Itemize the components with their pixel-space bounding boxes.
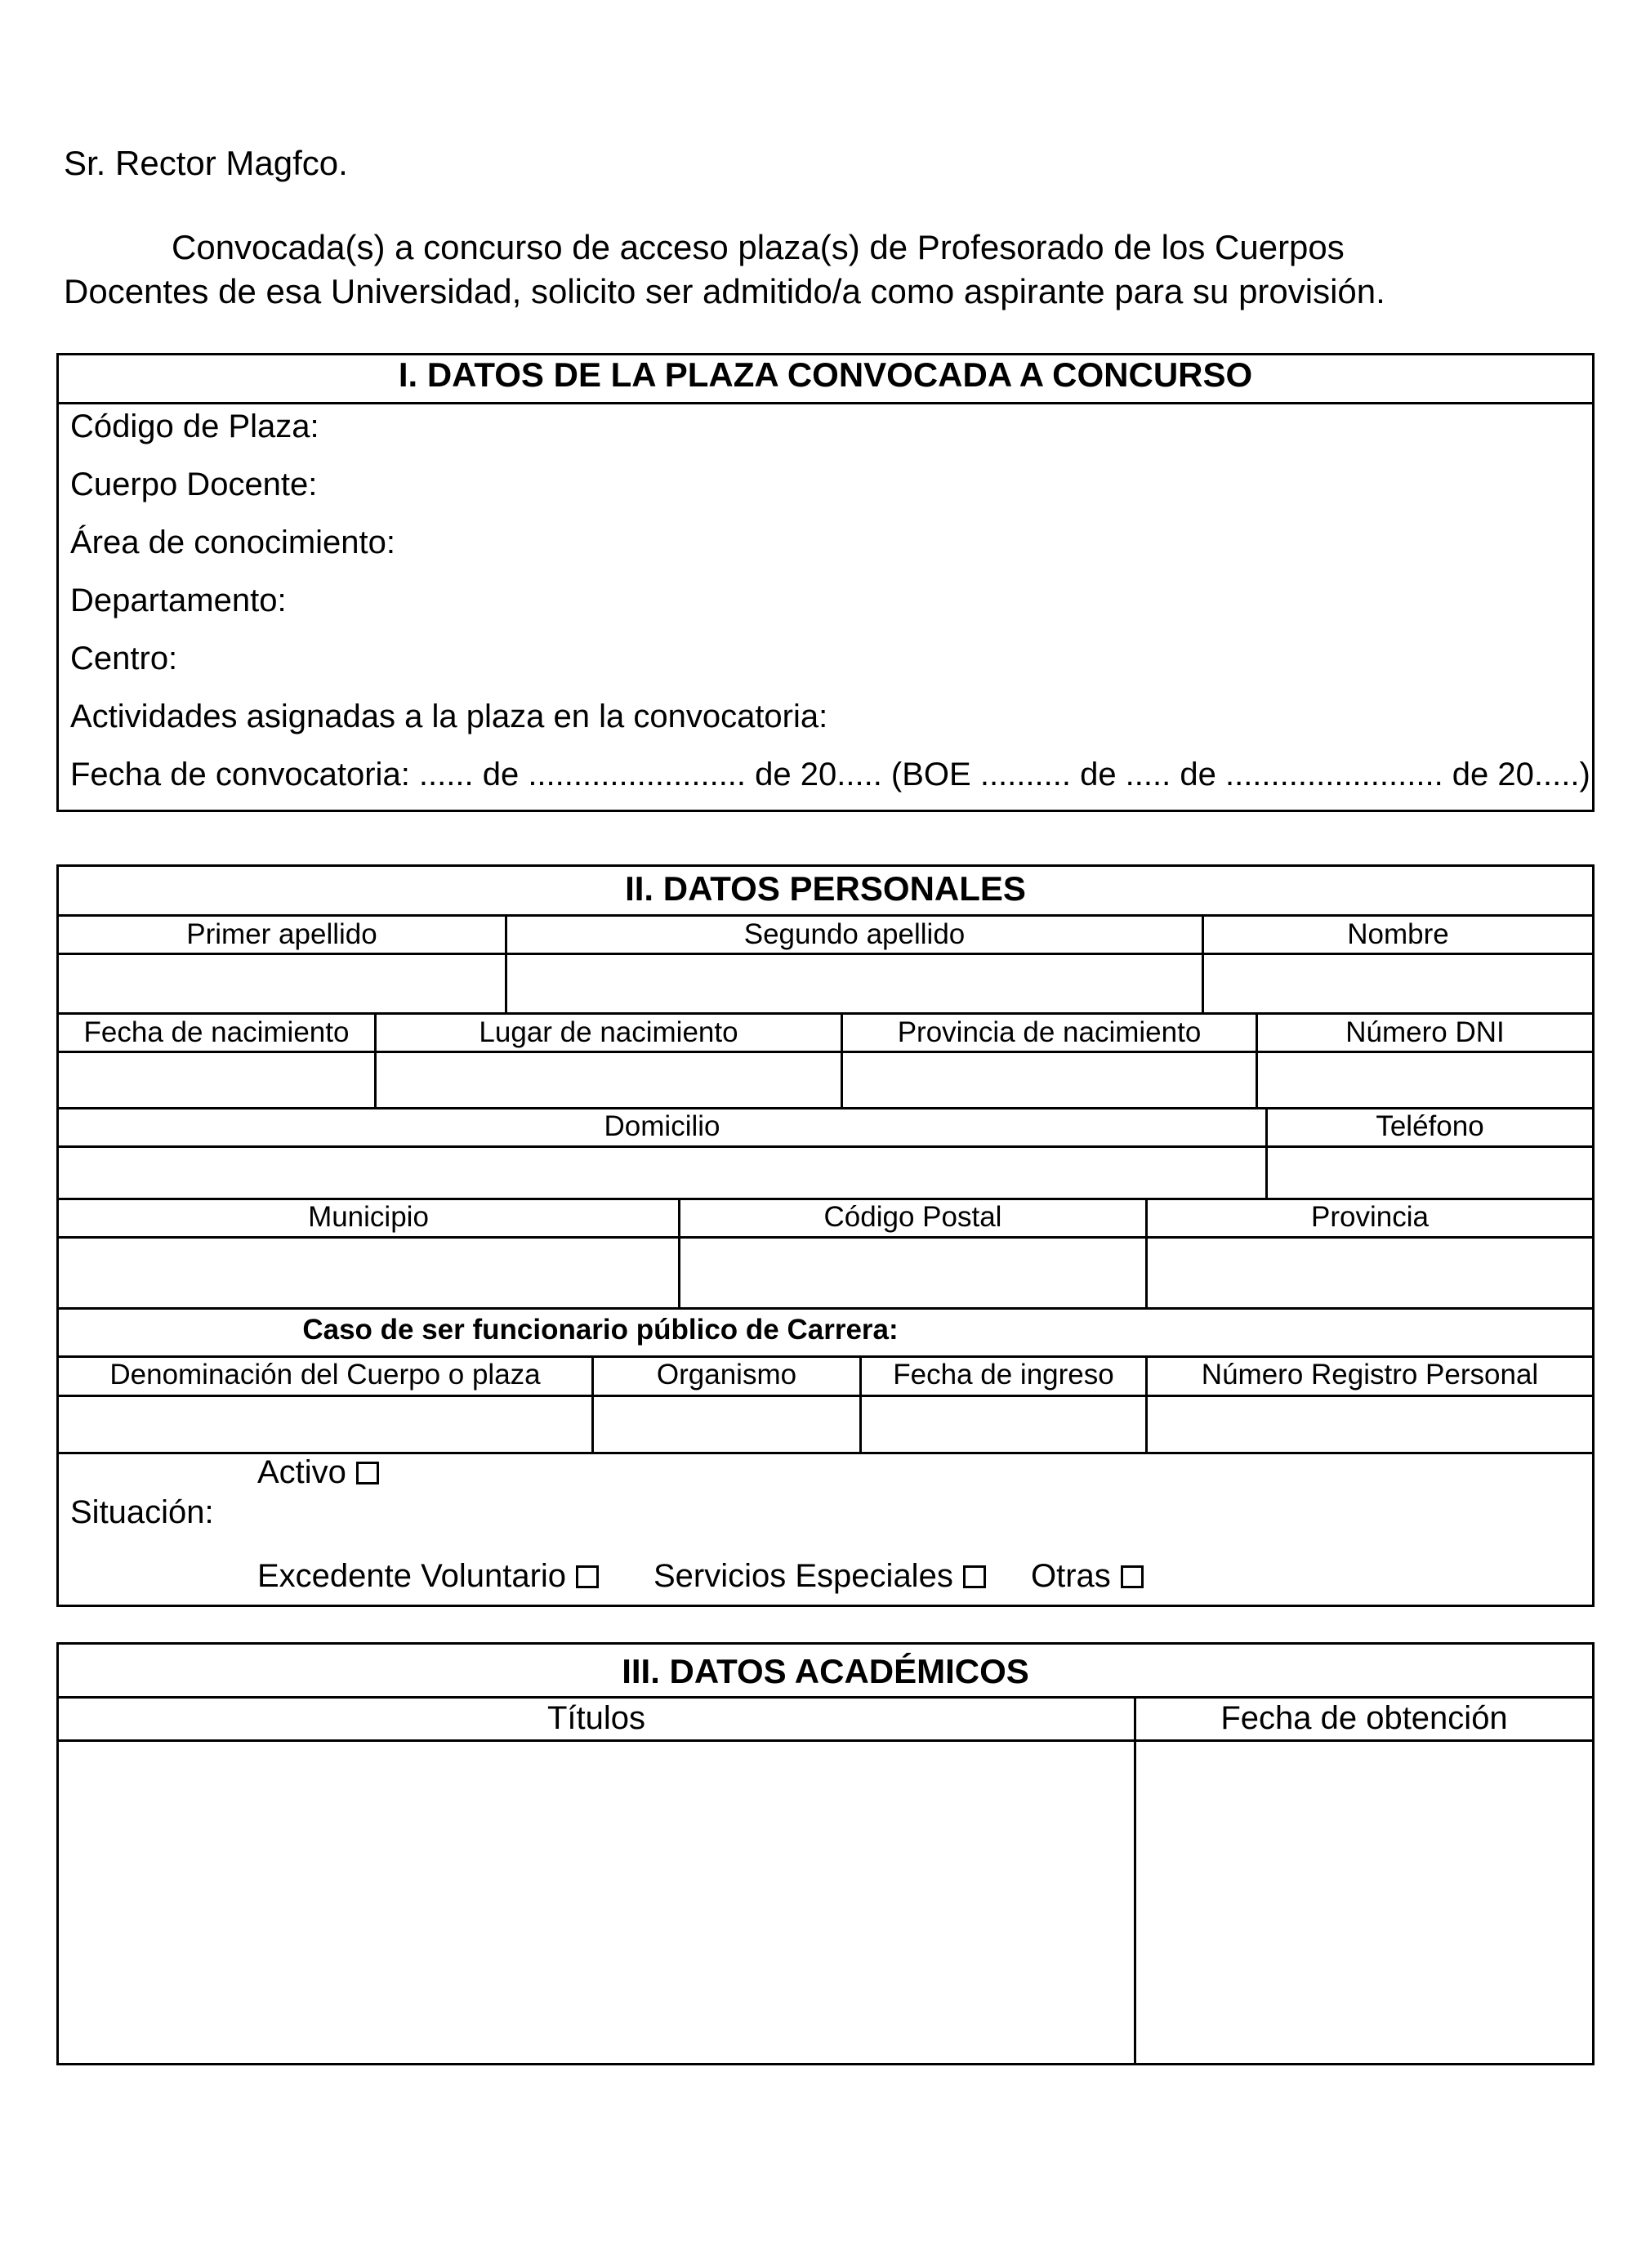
salutation: Sr. Rector Magfco. bbox=[64, 144, 348, 182]
situacion-label: Situación: bbox=[70, 1494, 214, 1530]
option-activo-label: Activo bbox=[257, 1454, 346, 1490]
input-numero-registro[interactable] bbox=[1148, 1397, 1592, 1452]
header-provincia-nacimiento: Provincia de nacimiento bbox=[897, 1016, 1202, 1048]
field-area-conocimiento[interactable]: Área de conocimiento: bbox=[70, 525, 396, 560]
section-academicos bbox=[56, 1642, 1595, 2065]
field-departamento[interactable]: Departamento: bbox=[70, 583, 287, 618]
input-fecha-obtencion[interactable] bbox=[1136, 1742, 1592, 2063]
option-otras[interactable] bbox=[1031, 1556, 1144, 1596]
intro-paragraph bbox=[64, 225, 1583, 314]
input-nombre[interactable] bbox=[1204, 955, 1592, 1012]
excedente-checkbox[interactable] bbox=[576, 1565, 599, 1588]
intro-line-2: Docentes de esa Universidad, solicito ser admitido/a como aspirante para su provisión. bbox=[64, 272, 1385, 310]
input-organismo[interactable] bbox=[594, 1397, 859, 1452]
header-codigo-postal: Código Postal bbox=[823, 1201, 1002, 1233]
input-lugar-nacimiento[interactable] bbox=[377, 1053, 841, 1107]
field-codigo-plaza[interactable]: Código de Plaza: bbox=[70, 409, 319, 444]
input-codigo-postal[interactable] bbox=[680, 1239, 1145, 1307]
input-segundo-apellido[interactable] bbox=[507, 955, 1202, 1012]
header-fecha-ingreso: Fecha de ingreso bbox=[893, 1359, 1114, 1391]
header-organismo: Organismo bbox=[656, 1359, 797, 1391]
header-lugar-nacimiento: Lugar de nacimiento bbox=[479, 1016, 738, 1048]
input-fecha-nacimiento[interactable] bbox=[59, 1053, 374, 1107]
servicios-checkbox[interactable] bbox=[963, 1565, 986, 1588]
input-primer-apellido[interactable] bbox=[59, 955, 505, 1012]
option-excedente[interactable] bbox=[257, 1556, 599, 1596]
option-otras-label: Otras bbox=[1031, 1558, 1111, 1594]
header-telefono: Teléfono bbox=[1376, 1110, 1484, 1142]
divider bbox=[59, 1696, 1592, 1699]
input-municipio[interactable] bbox=[59, 1239, 678, 1307]
option-servicios[interactable] bbox=[653, 1556, 986, 1596]
option-activo[interactable] bbox=[257, 1453, 379, 1492]
header-numero-dni: Número DNI bbox=[1345, 1016, 1505, 1048]
funcionario-heading: Caso de ser funcionario público de Carrera: bbox=[302, 1314, 899, 1346]
input-numero-dni[interactable] bbox=[1258, 1053, 1592, 1107]
header-fecha-nacimiento: Fecha de nacimiento bbox=[83, 1016, 350, 1048]
header-numero-registro: Número Registro Personal bbox=[1201, 1359, 1539, 1391]
input-domicilio[interactable] bbox=[59, 1148, 1265, 1198]
activo-checkbox[interactable] bbox=[356, 1462, 379, 1484]
header-nombre: Nombre bbox=[1347, 918, 1449, 950]
header-municipio: Municipio bbox=[308, 1201, 429, 1233]
input-denominacion-cuerpo[interactable] bbox=[59, 1397, 591, 1452]
input-provincia[interactable] bbox=[1148, 1239, 1592, 1307]
divider bbox=[59, 402, 1592, 404]
section-personales-title: II. DATOS PERSONALES bbox=[625, 869, 1026, 908]
field-fecha-convocatoria[interactable]: Fecha de convocatoria: ...... de ........................ de 20..... (BOE .......... de ..... de ........................ de 20.....) bbox=[70, 757, 1590, 792]
input-fecha-ingreso[interactable] bbox=[862, 1397, 1145, 1452]
section-plaza-title: I. DATOS DE LA PLAZA CONVOCADA A CONCURSO bbox=[398, 355, 1253, 394]
input-provincia-nacimiento[interactable] bbox=[843, 1053, 1256, 1107]
header-denominacion-cuerpo: Denominación del Cuerpo o plaza bbox=[109, 1359, 541, 1391]
section-plaza bbox=[56, 353, 1595, 812]
field-centro[interactable]: Centro: bbox=[70, 641, 178, 676]
divider bbox=[59, 1307, 1592, 1310]
otras-checkbox[interactable] bbox=[1121, 1565, 1144, 1588]
section-personales bbox=[56, 864, 1595, 1607]
header-primer-apellido: Primer apellido bbox=[186, 918, 377, 950]
input-titulos[interactable] bbox=[59, 1742, 1134, 2063]
field-actividades[interactable]: Actividades asignadas a la plaza en la convocatoria: bbox=[70, 699, 828, 734]
option-servicios-label: Servicios Especiales bbox=[653, 1558, 953, 1594]
header-domicilio: Domicilio bbox=[604, 1110, 720, 1142]
section-academicos-title: III. DATOS ACADÉMICOS bbox=[622, 1652, 1029, 1690]
field-cuerpo-docente[interactable]: Cuerpo Docente: bbox=[70, 467, 318, 502]
header-segundo-apellido: Segundo apellido bbox=[743, 918, 966, 950]
header-fecha-obtencion: Fecha de obtención bbox=[1220, 1700, 1508, 1736]
input-telefono[interactable] bbox=[1268, 1148, 1592, 1198]
intro-line-1: Convocada(s) a concurso de acceso plaza(s) de Profesorado de los Cuerpos bbox=[172, 228, 1345, 266]
option-excedente-label: Excedente Voluntario bbox=[257, 1558, 567, 1594]
header-titulos: Títulos bbox=[546, 1700, 646, 1736]
header-provincia: Provincia bbox=[1311, 1201, 1429, 1233]
